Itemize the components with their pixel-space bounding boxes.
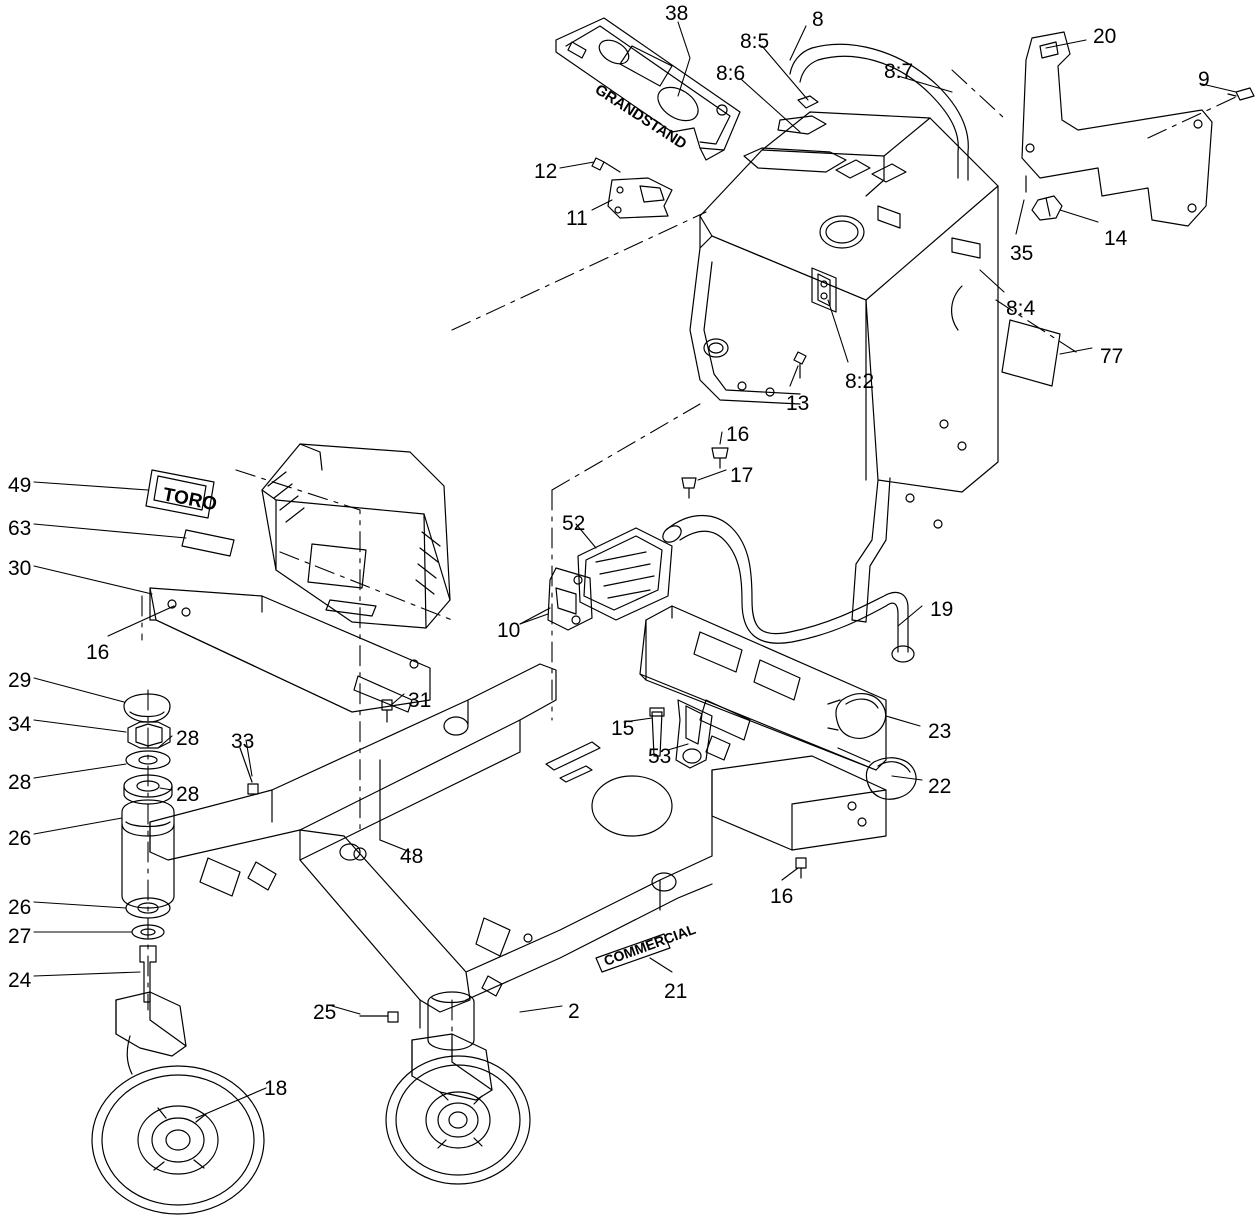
callout-16-platform: 16 xyxy=(86,641,110,664)
rear-handle-tube xyxy=(660,448,916,799)
callout-48: 48 xyxy=(400,845,424,868)
callout-29: 29 xyxy=(8,669,32,692)
callout-63: 63 xyxy=(8,517,32,540)
callout-22: 22 xyxy=(928,775,952,798)
decal-texts xyxy=(161,81,698,969)
callout-18: 18 xyxy=(264,1077,288,1100)
callout-27: 27 xyxy=(8,925,32,948)
callout-11: 11 xyxy=(566,207,588,230)
commercial-decal-text: COMMERCIAL xyxy=(601,920,698,969)
callout-28-c: 28 xyxy=(176,783,200,806)
callout-20: 20 xyxy=(1093,25,1117,48)
callout-25: 25 xyxy=(313,1001,337,1024)
main-frame xyxy=(150,528,886,1028)
toro-logo-decal-text: TORO xyxy=(161,484,219,516)
callout-26-a: 26 xyxy=(8,827,32,850)
callout-23: 23 xyxy=(928,720,952,743)
callout-8-4: 8:4 xyxy=(1006,297,1036,320)
callout-9: 9 xyxy=(1198,68,1210,91)
callout-33: 33 xyxy=(231,730,255,753)
callout-21: 21 xyxy=(664,980,688,1003)
callout-24: 24 xyxy=(8,969,32,992)
callout-15: 15 xyxy=(611,717,635,740)
callout-26-b: 26 xyxy=(8,896,32,919)
callout-53: 53 xyxy=(648,745,672,768)
callout-34: 34 xyxy=(8,713,32,736)
callout-38: 38 xyxy=(665,2,689,25)
left-caster-stack xyxy=(92,694,264,1214)
callout-8-2: 8:2 xyxy=(845,370,875,393)
callout-49: 49 xyxy=(8,474,32,497)
callout-10: 10 xyxy=(497,619,521,642)
callout-16-upper: 16 xyxy=(726,423,750,446)
callout-2: 2 xyxy=(568,1000,580,1023)
callout-12: 12 xyxy=(534,160,558,183)
callout-8-6: 8:6 xyxy=(716,62,746,85)
callout-31: 31 xyxy=(408,689,432,712)
callout-8: 8 xyxy=(812,8,824,31)
callout-28-a: 28 xyxy=(176,727,200,750)
grandstand-decal-text: GRANDSTAND xyxy=(591,81,690,153)
callout-16-frame: 16 xyxy=(770,885,794,908)
callout-52: 52 xyxy=(562,512,586,535)
callout-8-7: 8:7 xyxy=(884,60,914,83)
callout-8-5: 8:5 xyxy=(740,30,770,53)
front-caster-wheel xyxy=(386,992,530,1184)
platform-shield-assembly xyxy=(146,444,450,722)
grandstand-plate xyxy=(556,18,740,160)
callout-77: 77 xyxy=(1100,345,1124,368)
callout-19: 19 xyxy=(930,598,954,621)
callout-35: 35 xyxy=(1010,242,1034,265)
callout-17: 17 xyxy=(730,464,754,487)
callout-13: 13 xyxy=(786,392,810,415)
callout-30: 30 xyxy=(8,557,32,580)
callout-14: 14 xyxy=(1104,227,1128,250)
callout-28-b: 28 xyxy=(8,771,32,794)
